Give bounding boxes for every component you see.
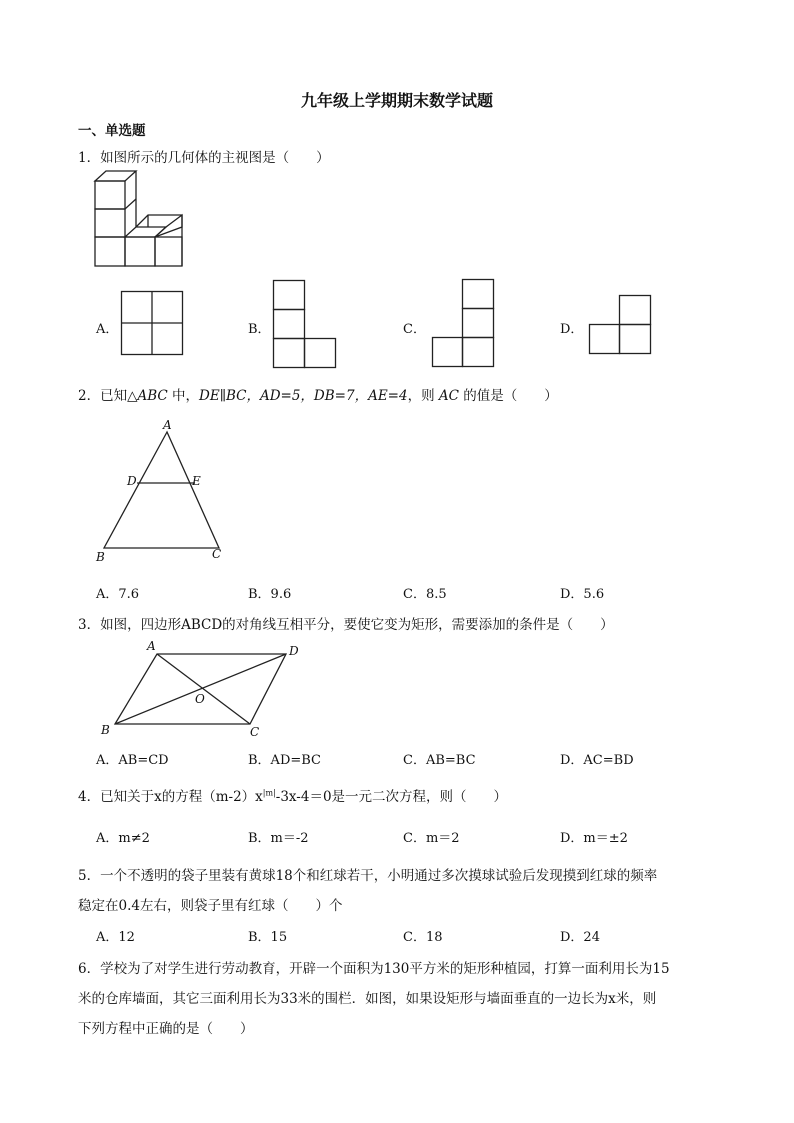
question-1-stem: 1．如图所示的几何体的主视图是（ ） [78,150,330,166]
q5-option-a[interactable]: A．12 [96,930,135,945]
label-a: A [163,418,172,432]
q3-option-a[interactable]: A．AB=CD [96,753,169,768]
q1-option-d[interactable]: D． [560,322,584,337]
q1-option-c[interactable]: C． [403,322,426,337]
page-title: 九年级上学期期末数学试题 [300,91,493,110]
q4-option-a[interactable]: A．m≠2 [96,831,150,846]
q2-option-c[interactable]: C．8.5 [403,587,447,602]
q1-option-d-figure [589,295,651,355]
question-5-line-2: 稳定在0.4左右，则袋子里有红球（ ）个 [78,898,343,914]
label-d: D [127,474,137,488]
q1-option-c-figure [432,279,494,367]
exponent: |m| [262,788,276,798]
question-4-stem: 4．已知关于x的方程$(m-2)x^{|m|}-3x-4=0$是一元二次方程，则（ ） [78,788,508,805]
q5-option-c[interactable]: C．18 [403,930,443,945]
q1-option-b[interactable]: B． [248,322,271,337]
question-5-line-1: 5．一个不透明的袋子里装有黄球18个和红球若干，小明通过多次摸球试验后发现摸到红球的频率 [78,868,658,884]
label-o: O [195,692,205,706]
label-e: E [192,474,201,488]
q4-option-d[interactable]: D．m＝±2 [560,831,628,846]
q1-solid-figure [94,170,186,268]
q3-parallelogram-figure [98,638,308,738]
q3-option-d[interactable]: D．AC=BD [560,753,634,768]
q5-option-b[interactable]: B．15 [248,930,288,945]
q4-option-c[interactable]: C．m＝2 [403,831,460,846]
q3-option-b[interactable]: B．AD=BC [248,753,321,768]
q2-triangle-figure [94,418,234,564]
question-6-line-3: 下列方程中正确的是（ ） [78,1021,254,1037]
label-a: A [147,639,156,653]
q3-option-c[interactable]: C．AB=BC [403,753,476,768]
q1-option-a[interactable]: A． [96,322,119,337]
question-6-line-2: 米的仓库墙面，其它三面利用长为33米的围栏．如图，如果设矩形与墙面垂直的一边长为x米，则 [78,991,657,1007]
question-2-stem: 2．已知△ABC 中，DE∥BC，AD=5，DB=7，AE=4，则 AC 的值是（ ） [78,388,558,404]
q4-option-b[interactable]: B．m＝-2 [248,831,309,846]
q1-option-b-figure [273,280,336,368]
q2-option-a[interactable]: A．7.6 [96,587,140,602]
question-6-line-1: 6．学校为了对学生进行劳动教育，开辟一个面积为130平方米的矩形种植园，打算一面利用长为15 [78,961,670,977]
q1-option-a-figure [121,291,183,355]
q5-option-d[interactable]: D．24 [560,930,600,945]
q2-option-b[interactable]: B．9.6 [248,587,292,602]
section-heading: 一、单选题 [78,123,146,139]
label-c: C [212,547,222,561]
label-d: D [289,644,299,658]
label-c: C [250,725,260,739]
label-b: B [96,550,105,564]
question-3-stem: 3．如图，四边形ABCD的对角线互相平分，要使它变为矩形，需要添加的条件是（ ） [78,617,614,633]
q2-option-d[interactable]: D．5.6 [560,587,605,602]
label-b: B [101,723,110,737]
